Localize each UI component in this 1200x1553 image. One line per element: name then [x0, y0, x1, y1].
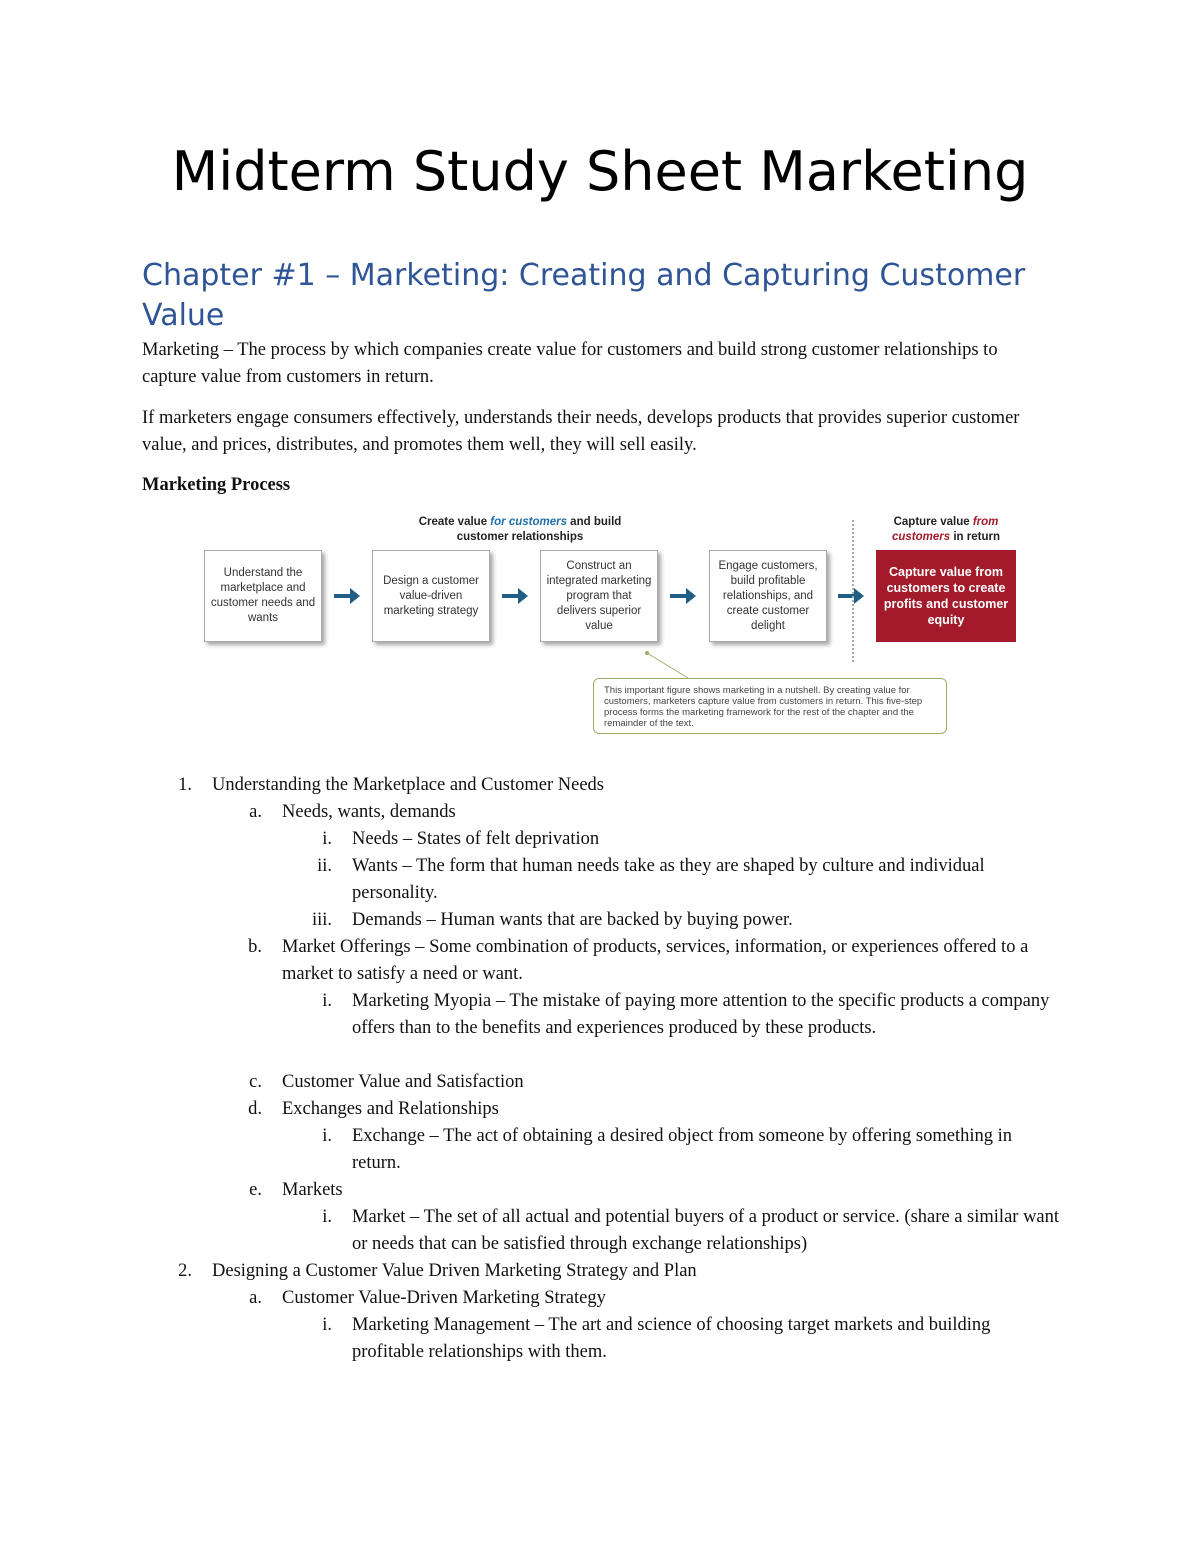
step-design-strategy: Design a customer value-driven marketing strategy — [372, 550, 490, 642]
capture-header-emph: from customers — [891, 516, 999, 543]
create-header-post: and build customer relationships — [456, 516, 622, 543]
list-item-text: Understanding the Marketplace and Customer Needs — [212, 775, 604, 795]
chapter-heading: Chapter #1 – Marketing: Creating and Capturing Customer Value — [142, 258, 1026, 333]
list-marker: a. — [249, 1288, 262, 1308]
list-item-text: Needs, wants, demands — [282, 802, 456, 822]
marketer-engagement-paragraph: If marketers engage consumers effectively, understands their needs, develops products that provides superior customer value, and prices, distributes, and promotes them well, they will sell easily. — [142, 408, 1020, 455]
list-item-text: Market Offerings – Some combination of products, services, information, or experiences offered to a market to satisfy a need or want. — [282, 937, 1029, 984]
list-item-text: Exchange – The act of obtaining a desired object from someone by offering something in return. — [352, 1126, 1012, 1173]
list-marker: a. — [249, 802, 262, 822]
list-marker: 2. — [178, 1261, 192, 1281]
marketing-process-figure — [195, 512, 1025, 740]
list-item-text: Markets — [282, 1180, 343, 1200]
step-understand-marketplace: Understand the marketplace and customer needs and wants — [204, 550, 322, 642]
list-marker: iii. — [311, 910, 332, 930]
list-marker: i. — [322, 1207, 332, 1227]
list-marker: i. — [322, 829, 332, 849]
step-capture-value: Capture value from customers to create profits and customer equity — [876, 550, 1016, 642]
list-item-text: Exchanges and Relationships — [282, 1099, 499, 1119]
list-marker: i. — [322, 1315, 332, 1335]
capture-header-post: in return — [950, 531, 1000, 543]
step-construct-program: Construct an integrated marketing program that delivers superior value — [540, 550, 658, 642]
list-item-text: Customer Value-Driven Marketing Strategy — [282, 1288, 606, 1308]
section-heading-marketing-process: Marketing Process — [142, 475, 291, 495]
figure-callout: This important figure shows marketing in a nutshell. By creating value for customers, marketers capture value from customers in return. This five-step process forms the marketing framework for the rest of the chapter and the remainder of the text. — [593, 678, 947, 734]
marketing-definition: Marketing – The process by which companies create value for customers and build strong customer relationships to capture value from customers in return. — [142, 340, 998, 387]
list-item-text: Customer Value and Satisfaction — [282, 1072, 524, 1092]
list-item-text: Market – The set of all actual and potential buyers of a product or service. (share a similar want or needs that can be satisfied through exchange relationships) — [352, 1207, 1060, 1254]
list-marker: 1. — [178, 775, 192, 795]
list-item-text: Demands – Human wants that are backed by buying power. — [352, 910, 793, 930]
list-item-text: Designing a Customer Value Driven Marketing Strategy and Plan — [212, 1261, 697, 1281]
document-title: Midterm Study Sheet Marketing — [171, 140, 1029, 203]
list-item-text: Marketing Management – The art and science of choosing target markets and building profitable relationships with them. — [352, 1315, 991, 1362]
create-header-pre: Create value — [418, 516, 491, 528]
step-engage-customers: Engage customers, build profitable relationships, and create customer delight — [709, 550, 827, 642]
list-item-text: Needs – States of felt deprivation — [352, 829, 600, 849]
list-marker: ii. — [317, 856, 332, 876]
list-item-text: Wants – The form that human needs take as they are shaped by culture and individual personality. — [352, 856, 985, 903]
create-header-emph: for customers — [490, 516, 567, 528]
list-marker: d. — [248, 1099, 262, 1119]
list-marker: e. — [249, 1180, 262, 1200]
list-item-text: Marketing Myopia – The mistake of paying more attention to the specific products a company offers than to the benefits and experiences produced by these products. — [352, 991, 1050, 1038]
list-marker: b. — [248, 937, 262, 957]
capture-header-pre: Capture value — [893, 516, 973, 528]
list-marker: i. — [322, 991, 332, 1011]
list-marker: c. — [249, 1072, 262, 1092]
list-marker: i. — [322, 1126, 332, 1146]
